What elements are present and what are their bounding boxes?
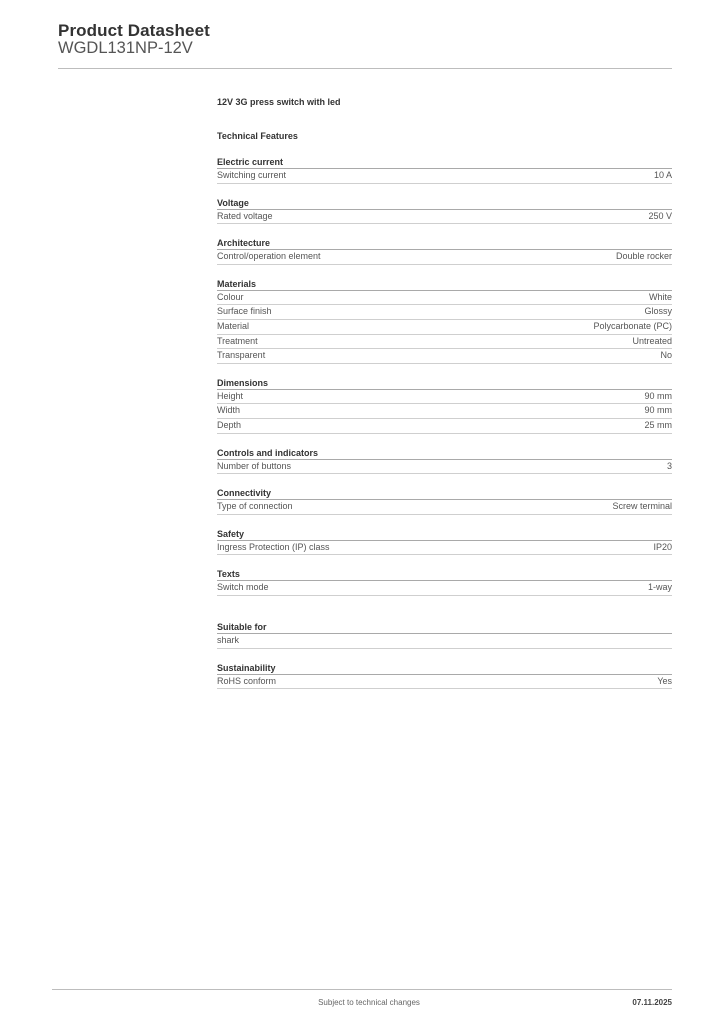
- section-title: Suitable for: [217, 621, 672, 634]
- spec-row: [217, 500, 672, 515]
- section-title: Texts: [217, 568, 672, 581]
- spec-row: [217, 169, 672, 184]
- section-dimensions: [217, 377, 672, 434]
- spec-value: 25 mm: [644, 419, 672, 430]
- spec-row: [217, 390, 672, 405]
- spec-value: Yes: [657, 675, 672, 686]
- footer-note: Subject to technical changes: [318, 998, 420, 1007]
- section-sustainability: [217, 662, 672, 690]
- section-title: Safety: [217, 528, 672, 541]
- section-connectivity: [217, 487, 672, 515]
- spec-label: Switching current: [217, 170, 287, 180]
- spec-row: [217, 320, 672, 335]
- spec-label: Control/operation element: [217, 251, 321, 262]
- spec-value: Double rocker: [615, 251, 672, 262]
- spec-row: [217, 634, 672, 649]
- spec-row: [217, 541, 672, 556]
- spec-row: [217, 349, 672, 364]
- features-heading: Technical Features: [217, 131, 298, 141]
- datasheet-content: [217, 96, 672, 689]
- section-title: Voltage: [217, 197, 672, 210]
- section-safety: [217, 528, 672, 556]
- spec-label: Treatment: [217, 335, 258, 346]
- spec-row: [217, 675, 672, 690]
- spec-label: Depth: [217, 419, 242, 430]
- spec-label: Ingress Protection (IP) class: [217, 541, 330, 552]
- spec-value: 3: [666, 460, 672, 471]
- spec-row: [217, 460, 672, 475]
- section-title: Controls and indicators: [217, 447, 672, 460]
- spec-value: Glossy: [644, 306, 672, 317]
- spec-label: Material: [217, 320, 250, 331]
- section-voltage: [217, 197, 672, 225]
- spec-row: [217, 419, 672, 434]
- spec-value: Polycarbonate (PC): [593, 320, 672, 331]
- spec-value: 10 A: [653, 170, 672, 180]
- spec-label: Type of connection: [217, 501, 293, 512]
- spec-label: Height: [217, 390, 244, 401]
- spec-label: Surface finish: [217, 306, 272, 317]
- section-title: Dimensions: [217, 377, 672, 390]
- spec-label: Colour: [217, 291, 244, 302]
- section-title: Sustainability: [217, 662, 672, 675]
- spec-value: White: [648, 291, 672, 302]
- section-suitable-for: [217, 621, 672, 649]
- spec-label: Width: [217, 405, 241, 416]
- spec-label: shark: [217, 634, 240, 645]
- page-title: Product Datasheet: [58, 21, 210, 40]
- section-title: Architecture: [217, 237, 672, 250]
- spec-value: Untreated: [632, 335, 672, 346]
- spec-value: 90 mm: [644, 405, 672, 416]
- product-name: 12V 3G press switch with led: [217, 97, 341, 107]
- spec-value: Screw terminal: [612, 501, 672, 512]
- spec-row: [217, 305, 672, 320]
- spec-label: RoHS conform: [217, 675, 277, 686]
- spec-label: Switch mode: [217, 582, 269, 593]
- spec-value: 250 V: [648, 210, 672, 221]
- spec-label: Number of buttons: [217, 460, 292, 471]
- section-architecture: [217, 237, 672, 265]
- spec-row: [217, 581, 672, 596]
- spec-value: No: [660, 350, 672, 361]
- section-texts: [217, 568, 672, 596]
- spec-row: [217, 250, 672, 265]
- header-divider: [58, 68, 672, 69]
- spec-row: [217, 210, 672, 225]
- section-materials: [217, 278, 672, 364]
- spec-row: [217, 291, 672, 306]
- spec-row: [217, 335, 672, 350]
- section-electric-current: [217, 156, 672, 184]
- section-title: Connectivity: [217, 487, 672, 500]
- section-controls-and-indicators: [217, 447, 672, 475]
- footer-date: 07.11.2025: [632, 998, 672, 1007]
- product-code: WGDL131NP-12V: [58, 39, 193, 57]
- spec-value: 90 mm: [644, 390, 672, 401]
- footer-divider: [52, 989, 672, 990]
- spec-value: IP20: [653, 541, 672, 552]
- spec-label: Rated voltage: [217, 210, 273, 221]
- spec-value: 1-way: [647, 582, 672, 593]
- spec-row: [217, 404, 672, 419]
- spec-label: Transparent: [217, 350, 266, 361]
- section-title: Materials: [217, 278, 672, 291]
- section-title: Electric current: [217, 156, 672, 169]
